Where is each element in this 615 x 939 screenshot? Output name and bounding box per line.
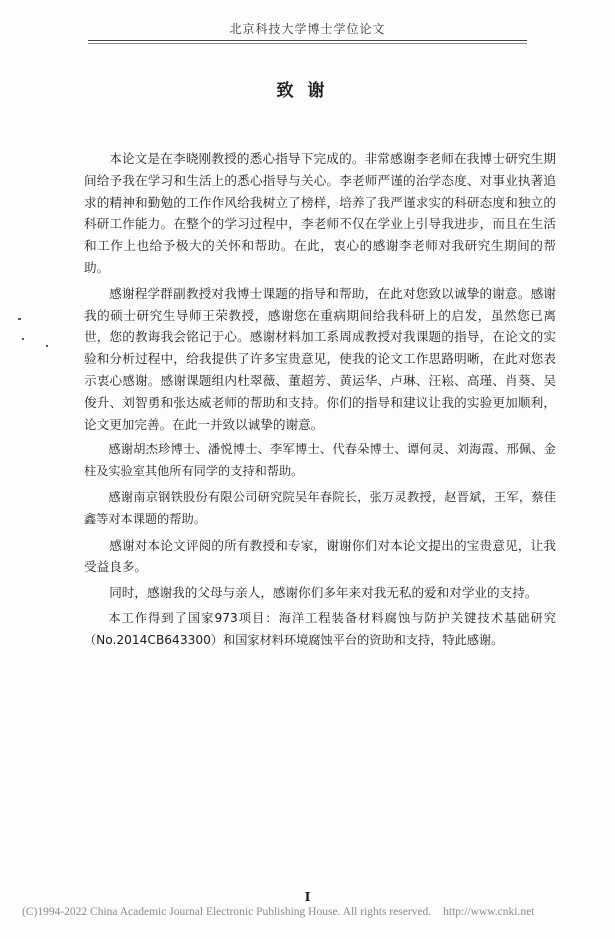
header-rule [88, 40, 527, 41]
scan-speck [46, 345, 48, 347]
page-title: 致谢 [276, 81, 339, 101]
copyright-text: (C)1994-2022 China Academic Journal Electronic Publishing House. All rights reserved. [22, 906, 432, 918]
paragraph-classmates: 感谢胡杰珍博士、潘悦博士、李军博士、代春朵博士、谭何灵、刘海霞、邢佩、金柱及实验室其他所有同学的支持和帮助。 [84, 442, 556, 479]
paragraph-advisor: 本论文是在李晓刚教授的悉心指导下完成的。非常感谢李老师在我博士研究生期间给予我在学习和生活上的悉心指导与关心。李老师严谨的治学态度、对事业执著追求的精神和勤勉的工作作风给我树立了榜样，培养了我严谨求实的科研态度和独立的科研工作能力。在整个的学习过程中，李老师不仅在学业上引导我进步，而且在生活和工作上也给予极大的关怀和帮助。在此，衷心的感谢李老师对我研究生期间的帮助。 [84, 151, 556, 275]
paragraph-funding: 本工作得到了国家973项目：海洋工程装备材料腐蚀与防护关键技术基础研究（No.2014CB643300）和国家材料环境腐蚀平台的资助和支持，特此感谢。 [84, 610, 556, 647]
paragraph-faculty: 感谢程学群副教授对我博士课题的指导和帮助，在此对您致以诚挚的谢意。感谢我的硕士研究生导师王荣教授，感谢您在重病期间给我科研上的启发，虽然您已离世，您的教诲我会铭记于心。感谢材料加工系周成教授对我课题的指导，在论文的实验和分析过程中，给我提供了许多宝贵意见，使我的论文工作思路明晰，在此对您表示衷心感谢。感谢课题组内杜翠薇、董超芳、黄运华、卢琳、汪崧、高瑾、肖葵、吴俊升、刘智勇和张达威老师的帮助和支持。你们的指导和建议让我的实验更加顺利，论文更加完善。在此一并致以诚挚的谢意。 [84, 285, 556, 432]
page-number: I [304, 890, 311, 904]
scan-speck [22, 338, 24, 340]
paragraph-industry: 感谢南京钢铁股份有限公司研究院吴年春院长，张万灵教授，赵晋斌，王军，蔡佳鑫等对本课题的帮助。 [84, 489, 556, 526]
footer-url[interactable]: http://www.cnki.net [443, 906, 535, 918]
acknowledgement-body [84, 148, 556, 656]
running-header: 北京科技大学博士学位论文 [229, 22, 386, 36]
scan-speck [18, 318, 21, 320]
paragraph-reviewers: 感谢对本论文评阅的所有教授和专家，谢谢你们对本论文提出的宝贵意见，让我受益良多。 [84, 537, 556, 575]
copyright-footer [22, 906, 605, 918]
paragraph-family: 同时，感谢我的父母与亲人，感谢你们多年来对我无私的爱和对学业的支持。 [109, 585, 538, 601]
header-rule-secondary [88, 43, 527, 44]
